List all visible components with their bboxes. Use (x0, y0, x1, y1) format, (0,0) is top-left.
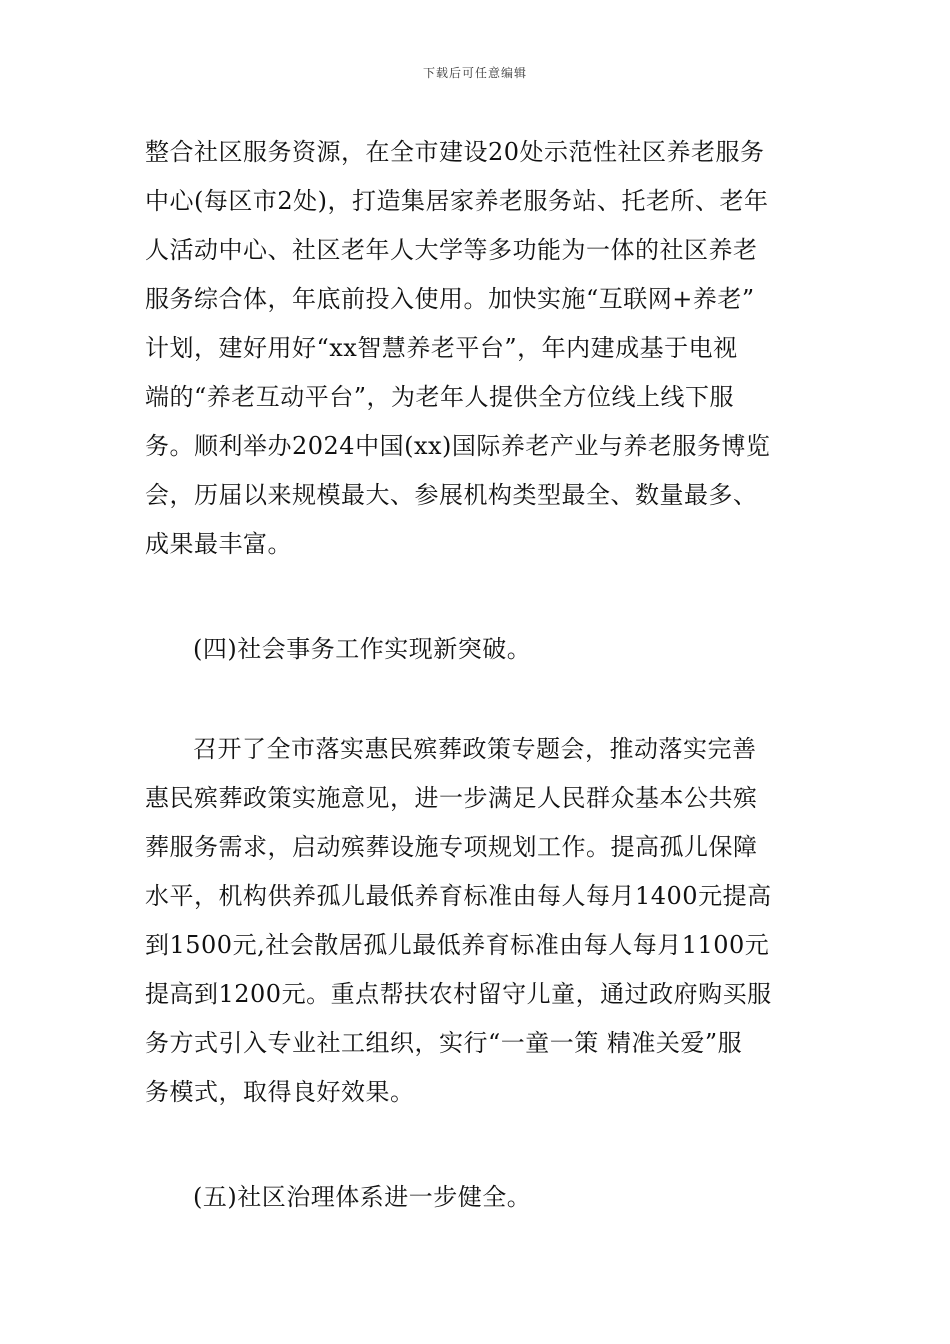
text-line: 端的“养老互动平台”，为老年人提供全方位线上线下服 (145, 383, 735, 411)
text-line: 到1500元,社会散居孤儿最低养育标准由每人每月1100元 (145, 931, 770, 959)
text-line: 惠民殡葬政策实施意见，进一步满足人民群众基本公共殡 (145, 784, 758, 812)
heading-text: (五)社区治理体系进一步健全。 (193, 1183, 532, 1211)
text-line: 成果最丰富。 (145, 530, 292, 558)
text-line: 召开了全市落实惠民殡葬政策专题会，推动落实完善 (193, 735, 757, 763)
text-line: 服务综合体，年底前投入使用。加快实施“互联网+养老” (145, 285, 755, 313)
text-line: 务。顺利举办2024中国(xx)国际养老产业与养老服务博览 (145, 432, 771, 460)
text-line: 葬服务需求，启动殡葬设施专项规划工作。提高孤儿保障 (145, 833, 758, 861)
section-heading-4 (193, 625, 858, 674)
header-note: 下载后可任意编辑 (422, 66, 527, 80)
section-heading-5 (193, 1173, 858, 1222)
heading-text: (四)社会事务工作实现新突破。 (193, 635, 532, 663)
text-line: 中心(每区市2处)，打造集居家养老服务站、托老所、老年 (145, 187, 769, 215)
paragraph-social-affairs (145, 725, 810, 1117)
text-line: 人活动中心、社区老年人大学等多功能为一体的社区养老 (145, 236, 758, 264)
text-line: 水平，机构供养孤儿最低养育标准由每人每月1400元提高 (145, 882, 772, 910)
text-line: 务方式引入专业社工组织，实行“一童一策 精准关爱”服 (145, 1029, 743, 1057)
text-line: 会，历届以来规模最大、参展机构类型最全、数量最多、 (145, 481, 758, 509)
text-line: 整合社区服务资源，在全市建设20处示范性社区养老服务 (145, 138, 765, 166)
text-line: 务模式，取得良好效果。 (145, 1078, 415, 1106)
paragraph-elderly-services (145, 128, 810, 569)
text-line: 提高到1200元。重点帮扶农村留守儿童，通过政府购买服 (145, 980, 772, 1008)
text-line: 计划，建好用好“xx智慧养老平台”，年内建成基于电视 (145, 334, 738, 362)
